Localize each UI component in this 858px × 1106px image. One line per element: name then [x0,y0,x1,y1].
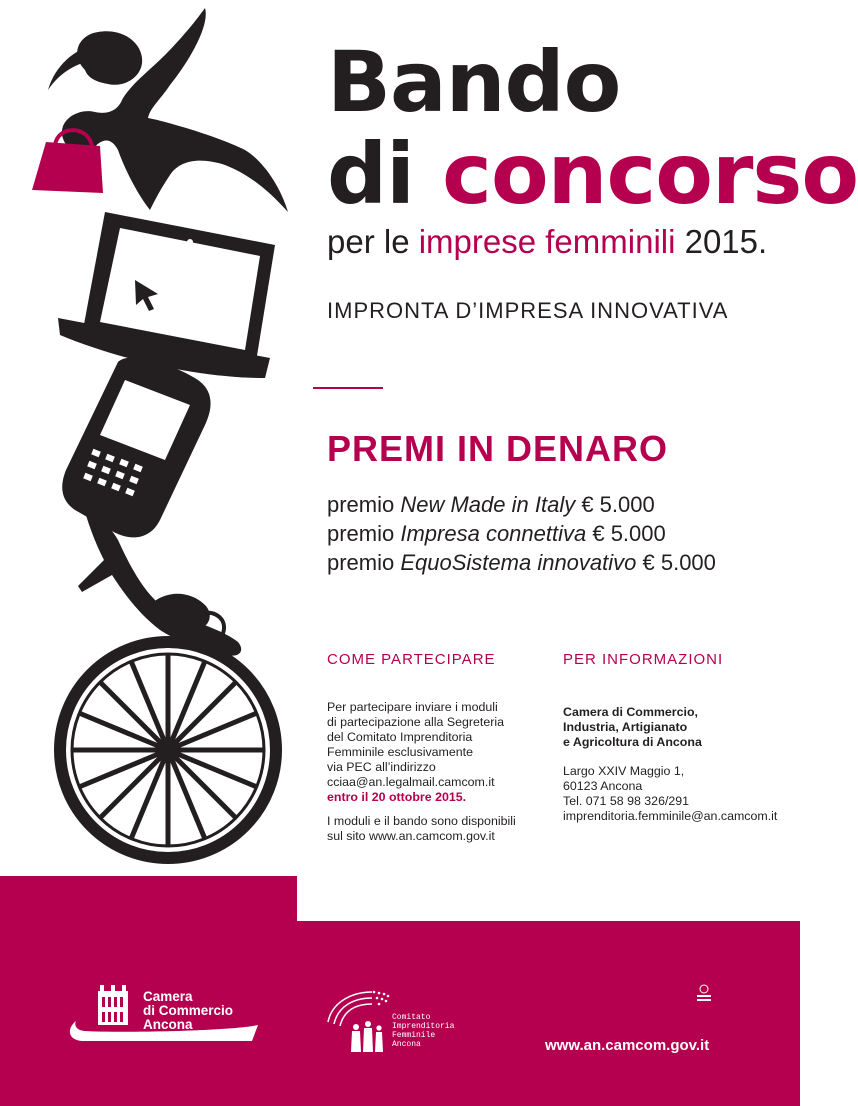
chamber-line: Ancona [143,1017,193,1032]
participate-line: via PEC all’indirizzo [327,760,436,774]
prize-amount: € 5.000 [575,492,655,517]
footer-band-notch [297,876,800,921]
mini-brand-logo-icon [695,983,713,1003]
chamber-line: Camera [143,989,193,1004]
title-line-2 [327,125,858,223]
committee-logo-text [392,1013,454,1049]
title-word-concorso: concorso [442,125,858,223]
committee-line: Imprenditoria [392,1022,455,1031]
info-organization [563,705,702,750]
subtitle [327,222,767,262]
committee-line: Comitato [392,1013,431,1022]
info-address [563,764,777,824]
deadline: entro il 20 ottobre 2015. [327,790,467,804]
subtitle-part-1: per le [327,223,419,260]
prize-amount: € 5.000 [636,550,716,575]
prize-item [327,550,716,576]
committee-line: Femminile [392,1031,436,1040]
info-heading: PER INFORMAZIONI [563,651,724,668]
email-line: imprenditoria.femminile@an.camcom.it [563,809,778,823]
org-line: Camera di Commercio, [563,705,698,719]
wheel-icon [60,642,276,858]
phone-line: Tel. 071 58 98 326/291 [563,794,690,808]
title-word-di: di [327,125,443,223]
prize-prefix: premio [327,550,401,575]
participate-line: del Comitato Imprenditoria [327,730,473,744]
address-line: 60123 Ancona [563,779,643,793]
accent-divider [313,387,383,389]
prizes-title: PREMI IN DENARO [327,428,669,469]
prize-item [327,492,655,518]
participate-line: di partecipazione alla Segreteria [327,715,505,729]
chamber-line: di Commercio [143,1003,234,1018]
prize-name: Impresa connettiva [400,521,587,546]
committee-line: Ancona [392,1040,421,1049]
high-heel-icon [78,512,241,656]
website-link[interactable]: www.an.camcom.gov.it [545,1037,710,1054]
org-line: e Agricoltura di Ancona [563,735,702,749]
prize-amount: € 5.000 [586,521,666,546]
participate-heading: COME PARTECIPARE [327,651,496,668]
mobile-phone-icon [62,358,210,538]
prize-item [327,521,666,547]
address-line: Largo XXIV Maggio 1, [563,764,685,778]
title-line-1: Bando [327,33,621,131]
availability-line: I moduli e il bando sono disponibili [327,814,516,828]
tagline: IMPRONTA D’IMPRESA INNOVATIVA [327,298,729,323]
participate-text [327,700,516,844]
laptop-icon [58,212,275,378]
pec-address: cciaa@an.legalmail.camcom.it [327,775,495,789]
subtitle-year: 2015. [675,223,768,260]
prize-prefix: premio [327,492,401,517]
subtitle-highlight: imprese femminili [418,223,676,260]
prize-name: EquoSistema innovativo [400,550,637,575]
illustration-stack [0,0,300,880]
committee-logo-icon [322,982,402,1054]
participate-line: Femminile esclusivamente [327,745,473,759]
prize-prefix: premio [327,521,401,546]
availability-line: sul sito www.an.camcom.gov.it [327,829,495,843]
org-line: Industria, Artigianato [563,720,688,734]
prize-name: New Made in Italy [400,492,576,517]
chamber-logo-text [143,990,233,1032]
participate-line: Per partecipare inviare i moduli [327,700,498,714]
